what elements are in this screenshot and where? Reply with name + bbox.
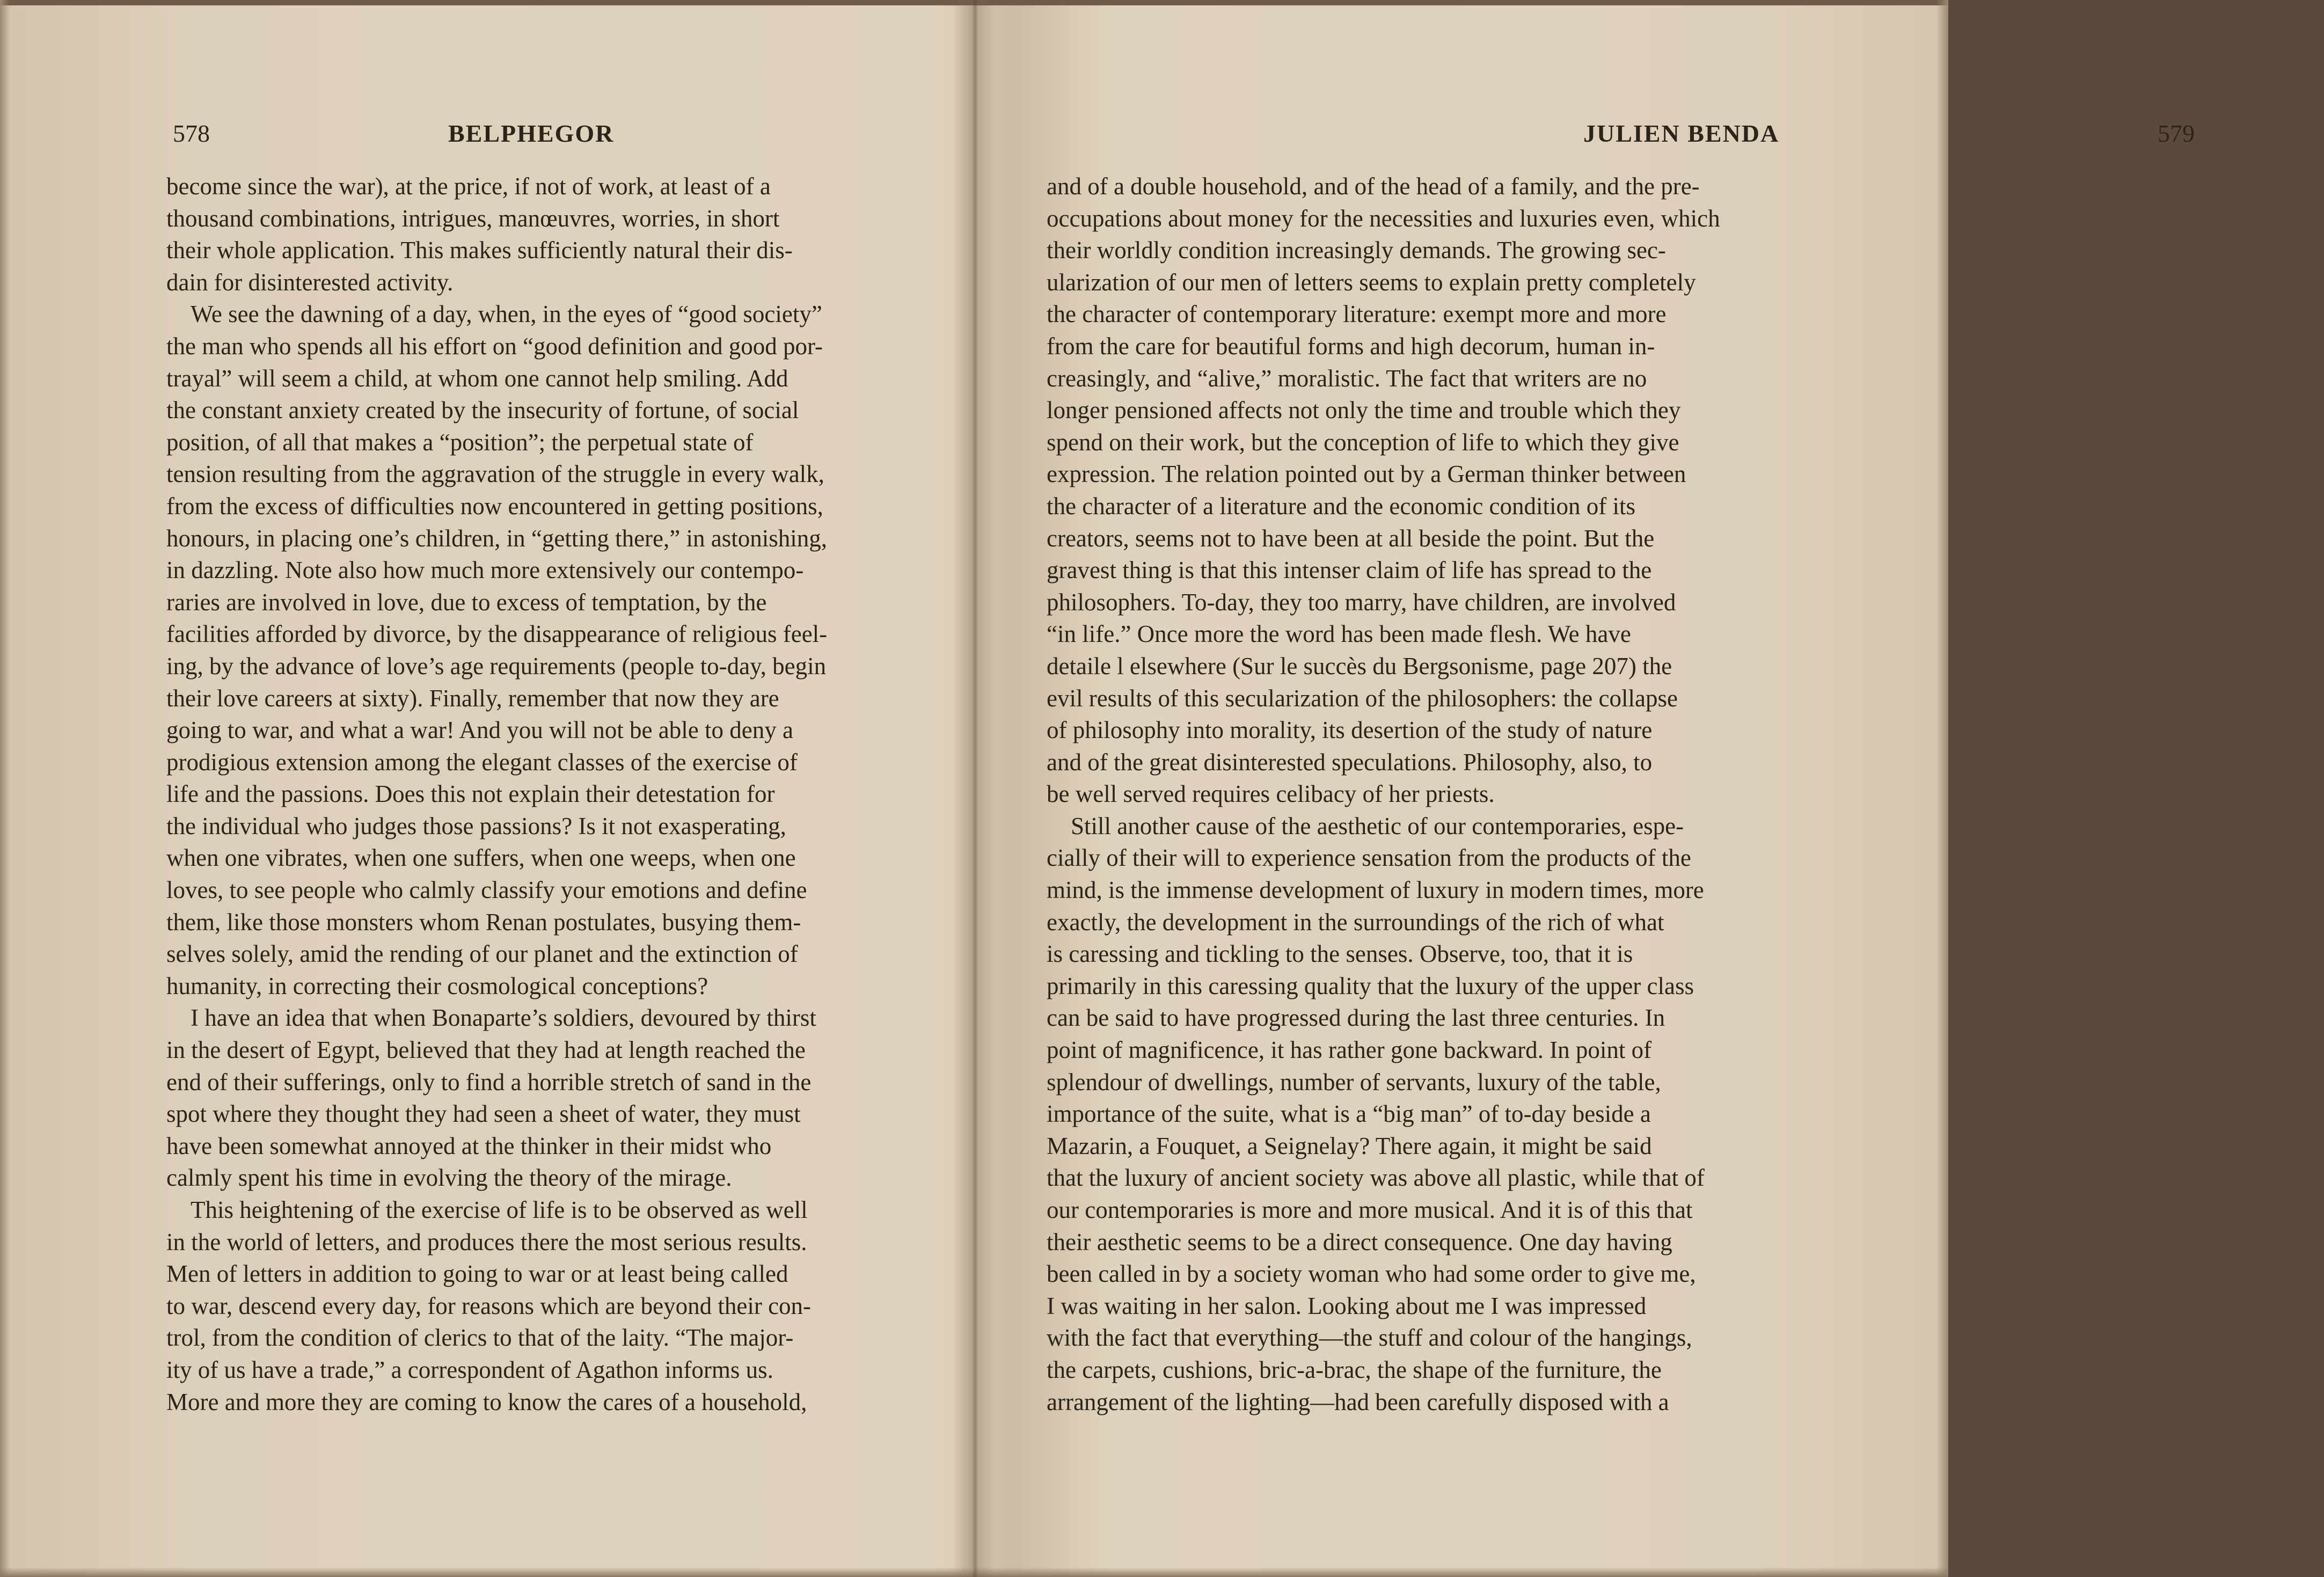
text-line: spot where they thought they had seen a sheet of water, they must [166, 1100, 801, 1128]
text-line: dain for disinterested activity. [166, 268, 454, 296]
text-line: occupations about money for the necessities and luxuries even, which [1047, 205, 1720, 232]
text-line: is caressing and tickling to the senses. Observe, too, that it is [1047, 940, 1633, 968]
text-line: Mazarin, a Fouquet, a Seignelay? There again, it might be said [1047, 1132, 1652, 1159]
text-line: loves, to see people who calmly classify your emotions and define [166, 877, 807, 904]
text-line: “in life.” Once more the word has been made flesh. We have [1047, 620, 1631, 648]
text-line: when one vibrates, when one suffers, when one weeps, when one [166, 844, 796, 872]
text-line: position, of all that makes a “position”; the perpetual state of [166, 428, 754, 456]
text-line: humanity, in correcting their cosmological conceptions? [166, 972, 708, 999]
text-line: trayal” will seem a child, at whom one cannot help smiling. Add [166, 364, 788, 392]
text-line: trol, from the condition of clerics to that of the laity. “The major- [166, 1324, 794, 1352]
text-line: the man who spends all his effort on “good definition and good por- [166, 332, 823, 360]
text-line: the constant anxiety created by the insecurity of fortune, of social [166, 397, 799, 424]
left-page-number: 578 [173, 120, 210, 147]
text-line: This heightening of the exercise of life is to be observed as well [191, 1196, 808, 1223]
text-line: splendour of dwellings, number of servants, luxury of the table, [1047, 1068, 1661, 1096]
text-line: More and more they are coming to know the cares of a household, [166, 1388, 807, 1415]
text-line: philosophers. To-day, they too marry, have children, are involved [1047, 588, 1676, 616]
text-line: that the luxury of ancient society was above all plastic, while that of [1047, 1164, 1705, 1192]
text-line: honours, in placing one’s children, in “getting there,” in astonishing, [166, 524, 827, 552]
text-line: the character of contemporary literature: exempt more and more [1047, 301, 1667, 328]
text-line: the character of a literature and the economic condition of its [1047, 492, 1636, 520]
text-line: them, like those monsters whom Renan postulates, busying them- [166, 908, 801, 936]
left-page [0, 0, 966, 1577]
text-line: raries are involved in love, due to excess of temptation, by the [166, 588, 767, 616]
text-line: evil results of this secularization of the philosophers: the collapse [1047, 684, 1678, 712]
text-line: I have an idea that when Bonaparte’s soldiers, devoured by thirst [191, 1004, 816, 1032]
right-running-title: JULIEN BENDA [1583, 120, 1780, 147]
text-line: ity of us have a trade,” a correspondent of Agathon informs us. [166, 1356, 773, 1383]
text-line: arrangement of the lighting—had been carefully disposed with a [1047, 1388, 1669, 1415]
text-line: prodigious extension among the elegant classes of the exercise of [166, 748, 798, 776]
right-page-body [1047, 171, 1766, 1418]
text-line: have been somewhat annoyed at the thinker in their midst who [166, 1132, 772, 1159]
text-line: gravest thing is that this intenser claim of life has spread to the [1047, 557, 1652, 584]
text-line: our contemporaries is more and more musical. And it is of this that [1047, 1196, 1693, 1223]
text-line: spend on their work, but the conception of life to which they give [1047, 428, 1679, 456]
text-line: exactly, the development in the surroundings of the rich of what [1047, 908, 1664, 936]
text-line: going to war, and what a war! And you will not be able to deny a [166, 717, 793, 744]
text-line: cially of their will to experience sensation from the products of the [1047, 844, 1691, 872]
text-line: thousand combinations, intrigues, manœuvres, worries, in short [166, 205, 780, 232]
text-line: be well served requires celibacy of her priests. [1047, 780, 1495, 808]
text-line: We see the dawning of a day, when, in the eyes of “good society” [191, 301, 822, 328]
text-line: I was waiting in her salon. Looking about me I was impressed [1047, 1292, 1647, 1319]
text-line: from the excess of difficulties now encountered in getting positions, [166, 492, 823, 520]
text-line: with the fact that everything—the stuff and colour of the hangings, [1047, 1324, 1692, 1352]
text-line: life and the passions. Does this not explain their detestation for [166, 780, 775, 808]
text-line: their aesthetic seems to be a direct consequence. One day having [1047, 1228, 1672, 1255]
text-line: end of their sufferings, only to find a horrible stretch of sand in the [166, 1068, 812, 1096]
left-page-body [166, 171, 891, 1418]
left-page-header [173, 119, 892, 151]
text-line: detaile l elsewhere (Sur le succès du Bergsonisme, page 207) the [1047, 652, 1672, 680]
text-line: point of magnificence, it has rather gone backward. In point of [1047, 1036, 1652, 1064]
text-line: and of the great disinterested speculations. Philosophy, also, to [1047, 748, 1653, 776]
text-line: selves solely, amid the rending of our planet and the extinction of [166, 940, 798, 968]
text-line: Men of letters in addition to going to war or at least being called [166, 1260, 788, 1288]
text-line: ularization of our men of letters seems to explain pretty completely [1047, 268, 1696, 296]
text-line: in the desert of Egypt, believed that they had at length reached the [166, 1036, 806, 1064]
text-line: Still another cause of the aesthetic of our contemporaries, espe- [1071, 812, 1684, 839]
text-line: in the world of letters, and produces there the most serious results. [166, 1228, 807, 1255]
left-running-title: BELPHEGOR [448, 120, 615, 147]
text-line: their love careers at sixty). Finally, remember that now they are [166, 684, 779, 712]
text-line: primarily in this caressing quality that the luxury of the upper class [1047, 972, 1694, 999]
text-line: longer pensioned affects not only the time and trouble which they [1047, 397, 1681, 424]
text-line: creators, seems not to have been at all beside the point. But the [1047, 524, 1655, 552]
text-line: the carpets, cushions, bric-a-brac, the shape of the furniture, the [1047, 1356, 1662, 1383]
text-line: expression. The relation pointed out by a German thinker between [1047, 461, 1686, 488]
text-line: become since the war), at the price, if not of work, at least of a [166, 173, 771, 200]
text-line: their worldly condition increasingly demands. The growing sec- [1047, 237, 1666, 264]
text-line: the individual who judges those passions? Is it not exasperating, [166, 812, 786, 839]
text-line: mind, is the immense development of luxury in modern times, more [1047, 877, 1704, 904]
text-line: ing, by the advance of love’s age requirements (people to-day, begin [166, 652, 827, 680]
text-line: been called in by a society woman who had some order to give me, [1047, 1260, 1696, 1288]
text-line: to war, descend every day, for reasons which are beyond their con- [166, 1292, 812, 1319]
right-page-number: 579 [2158, 120, 2195, 147]
text-line: tension resulting from the aggravation of the struggle in every walk, [166, 461, 824, 488]
text-line: creasingly, and “alive,” moralistic. The fact that writers are no [1047, 364, 1647, 392]
text-line: of philosophy into morality, its desertion of the study of nature [1047, 717, 1653, 744]
text-line: and of a double household, and of the head of a family, and the pre- [1047, 173, 1700, 200]
right-page [971, 0, 2195, 1577]
text-line: can be said to have progressed during the last three centuries. In [1047, 1004, 1665, 1032]
right-page-header [1583, 119, 2324, 151]
text-line: from the care for beautiful forms and high decorum, human in- [1047, 332, 1655, 360]
text-line: facilities afforded by divorce, by the disappearance of religious feel- [166, 620, 828, 648]
text-line: their whole application. This makes sufficiently natural their dis- [166, 237, 793, 264]
text-line: calmly spent his time in evolving the theory of the mirage. [166, 1164, 732, 1192]
text-line: importance of the suite, what is a “big man” of to-day beside a [1047, 1100, 1651, 1128]
text-line: in dazzling. Note also how much more extensively our contempo- [166, 557, 804, 584]
